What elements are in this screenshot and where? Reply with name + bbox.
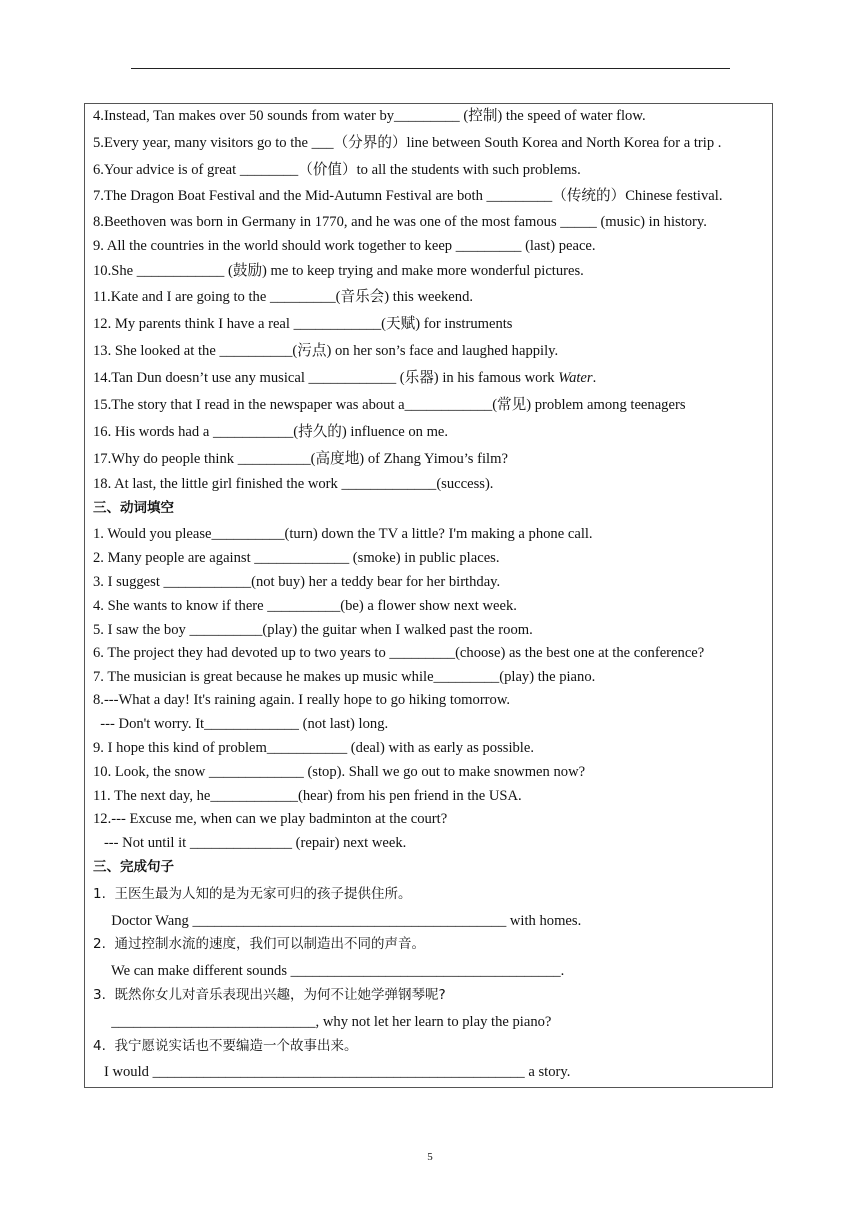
vocab-item-18: 18. At last, the little girl finished the work _____________(success). [93,476,494,492]
verb-item-8-answer: --- Don't worry. It_____________ (not last) long. [93,716,389,732]
verb-item-4: 4. She wants to know if there __________(be) a flower show next week. [93,598,517,614]
sentence-2-prompt: 2. 通过控制水流的速度，我们可以制造出不同的声音。 [93,936,425,952]
vocab-item-4: 4.Instead, Tan makes over 50 sounds from water by_________ (控制) the speed of water flow. [93,108,646,124]
verb-item-11: 11. The next day, he____________(hear) from his pen friend in the USA. [93,788,522,804]
sentence-2-answer: We can make different sounds _____________________________________. [93,963,565,979]
vocab-item-14-text: 14.Tan Dun doesn’t use any musical ____________ (乐器) in his famous work [93,370,559,386]
sentence-3-answer: ____________________________, why not let her learn to play the piano? [93,1014,552,1030]
vocab-item-15: 15.The story that I read in the newspaper was about a____________(常见) problem among teenagers [93,397,686,413]
vocab-item-9: 9. All the countries in the world should work together to keep _________ (last) peace. [93,238,596,254]
verb-item-5: 5. I saw the boy __________(play) the guitar when I walked past the room. [93,622,533,638]
vocab-item-16: 16. His words had a ___________(持久的) influence on me. [93,424,449,440]
verb-item-8-question: 8.---What a day! It's raining again. I really hope to go hiking tomorrow. [93,692,511,708]
verb-item-1: 1. Would you please__________(turn) down the TV a little? I'm making a phone call. [93,526,593,542]
vocab-item-14-period: . [592,370,597,386]
section-heading-sentences: 三、完成句子 [93,859,174,875]
vocab-item-17: 17.Why do people think __________(高度地) of Zhang Yimou’s film? [93,451,508,467]
verb-item-2: 2. Many people are against _____________ (smoke) in public places. [93,550,500,566]
page-number: 5 [427,1151,433,1163]
sentence-1-prompt: 1. 王医生最为人知的是为无家可归的孩子提供住所。 [93,886,412,902]
vocab-item-13: 13. She looked at the __________(污点) on her son’s face and laughed happily. [93,343,559,359]
sentence-4-answer: I would ___________________________________________________ a story. [93,1064,571,1080]
vocab-item-5: 5.Every year, many visitors go to the ___（分界的）line between South Korea and North Korea for a trip . [93,135,722,151]
verb-item-6: 6. The project they had devoted up to two years to _________(choose) as the best one at the conference? [93,645,705,661]
vocab-item-12: 12. My parents think I have a real ____________(天赋) for instruments [93,316,513,332]
vocab-item-6: 6.Your advice is of great ________（价值）to all the students with such problems. [93,162,581,178]
sentence-3-prompt: 3. 既然你女儿对音乐表现出兴趣，为何不让她学弹钢琴呢? [93,987,446,1003]
header-rule [131,68,730,69]
section-heading-verbs: 三、动词填空 [93,500,174,516]
sentence-4-prompt: 4. 我宁愿说实话也不要编造一个故事出来。 [93,1038,358,1054]
verb-item-7: 7. The musician is great because he makes up music while_________(play) the piano. [93,669,596,685]
verb-item-9: 9. I hope this kind of problem___________ (deal) with as early as possible. [93,740,534,756]
verb-item-10: 10. Look, the snow _____________ (stop). Shall we go out to make snowmen now? [93,764,586,780]
vocab-item-7: 7.The Dragon Boat Festival and the Mid-Autumn Festival are both _________（传统的）Chinese festival. [93,188,723,204]
vocab-item-10: 10.She ____________ (鼓励) me to keep trying and make more wonderful pictures. [93,263,584,279]
verb-item-3: 3. I suggest ____________(not buy) her a teddy bear for her birthday. [93,574,501,590]
verb-item-12-question: 12.--- Excuse me, when can we play badminton at the court? [93,811,448,827]
vocab-item-14 [93,369,596,387]
vocab-item-11: 11.Kate and I are going to the _________(音乐会) this weekend. [93,289,474,305]
vocab-item-14-work-title: Water [558,370,593,386]
verb-item-12-answer: --- Not until it ______________ (repair) next week. [93,835,407,851]
sentence-1-answer: Doctor Wang ___________________________________________ with homes. [93,913,582,929]
vocab-item-8: 8.Beethoven was born in Germany in 1770, and he was one of the most famous _____ (music) in history. [93,214,707,230]
